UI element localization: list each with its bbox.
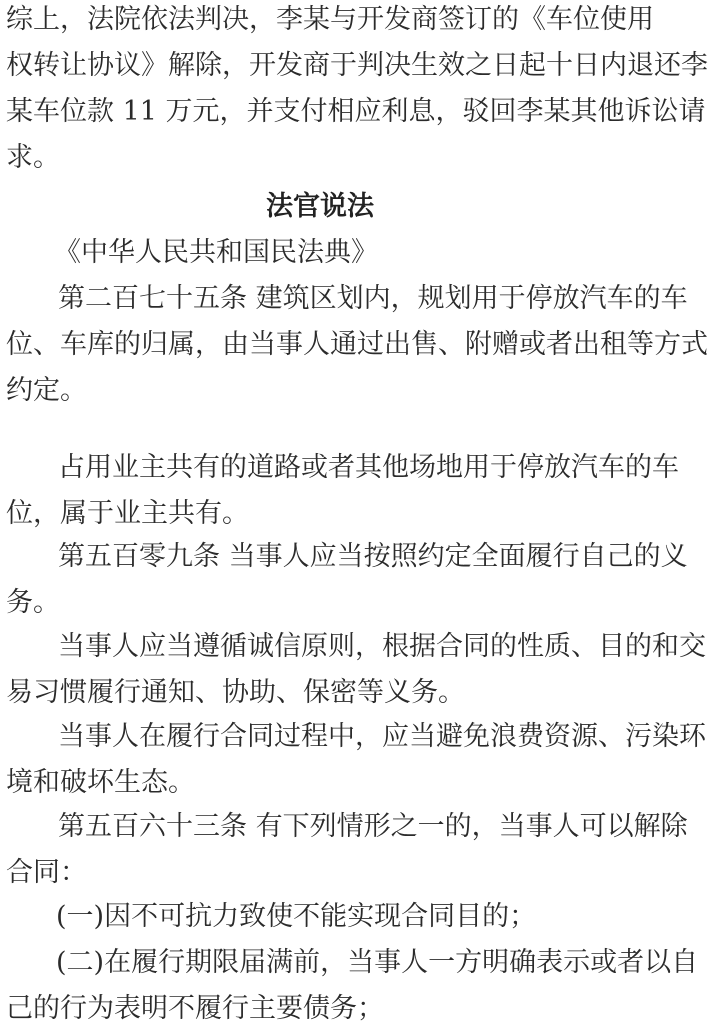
article-275-line-2: 位、车库的归属，由当事人通过出售、附赠或者出租等方式 bbox=[6, 329, 708, 360]
article-563-line-1: 第五百六十三条 有下列情形之一的，当事人可以解除 bbox=[58, 811, 688, 842]
code-title: 《中华人民共和国民法典》 bbox=[54, 237, 378, 268]
article-275-line-3: 约定。 bbox=[6, 375, 87, 406]
article-275b-line-1: 占用业主共有的道路或者其他场地用于停放汽车的车 bbox=[58, 452, 679, 483]
article-563-item-2-line-1: (二)在履行期限届满前，当事人一方明确表示或者以自 bbox=[56, 947, 699, 978]
section-heading: 法官说法 bbox=[266, 191, 374, 222]
verdict-line-4: 求。 bbox=[6, 142, 60, 173]
article-563-line-2: 合同： bbox=[6, 857, 87, 888]
article-509-line-2: 务。 bbox=[6, 587, 60, 618]
verdict-line-3: 某车位款 11 万元，并支付相应利息，驳回李某其他诉讼请 bbox=[6, 96, 706, 127]
article-509b-line-1: 当事人应当遵循诚信原则，根据合同的性质、目的和交 bbox=[58, 631, 706, 662]
article-275-line-1: 第二百七十五条 建筑区划内，规划用于停放汽车的车 bbox=[58, 283, 688, 314]
verdict-line-1: 综上，法院依法判决，李某与开发商签订的《车位使用 bbox=[6, 4, 654, 35]
article-563-item-2-line-2: 己的行为表明不履行主要债务； bbox=[6, 993, 384, 1024]
article-509b-line-2: 易习惯履行通知、协助、保密等义务。 bbox=[6, 677, 465, 708]
article-275b-line-2: 位，属于业主共有。 bbox=[6, 498, 249, 529]
verdict-line-2: 权转让协议》解除，开发商于判决生效之日起十日内退还李 bbox=[6, 50, 708, 81]
article-563-item-1: (一)因不可抗力致使不能实现合同目的； bbox=[56, 901, 537, 932]
article-509c-line-1: 当事人在履行合同过程中，应当避免浪费资源、污染环 bbox=[58, 721, 706, 752]
article-509c-line-2: 境和破坏生态。 bbox=[6, 767, 195, 798]
article-509-line-1: 第五百零九条 当事人应当按照约定全面履行自己的义 bbox=[58, 541, 688, 572]
